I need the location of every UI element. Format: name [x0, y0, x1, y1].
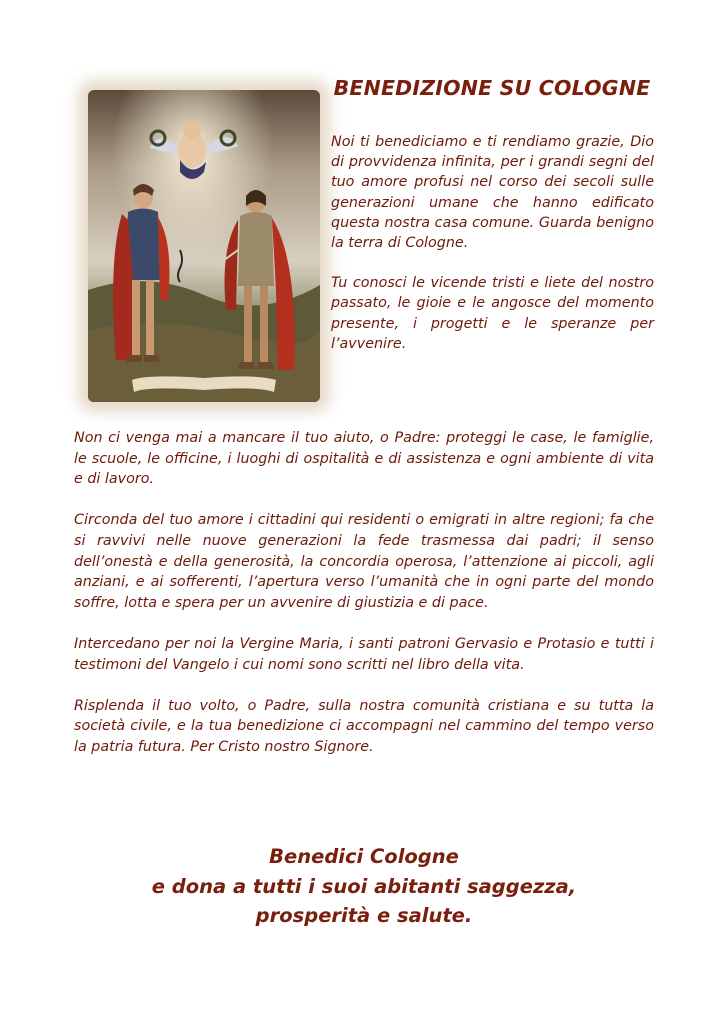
side-text-block	[331, 132, 654, 374]
paragraph-intercession: Intercedano per noi la Vergine Maria, i santi patroni Gervasio e Protasio e tutti i testimoni del Vangelo i cui nomi sono scritti nel libro della vita.	[74, 635, 654, 673]
page-title: BENEDIZIONE SU COLOGNE	[333, 76, 651, 100]
paragraph-blessing: Noi ti benediciamo e ti rendiamo grazie, Dio di provvidenza infinita, per i grandi segni del tuo amore profusi nel corso dei secoli sulle generazioni umane che hanno edificato questa nostra casa comune. Guarda benigno la terra di Cologne.	[331, 134, 654, 252]
saints-painting	[88, 90, 320, 402]
paragraph-past-present: Tu conosci le vicende tristi e liete del nostro passato, le gioie e le angosce del momento presente, i progetti e le speranze per l’avvenire.	[331, 275, 654, 352]
closing-line-3: prosperità e salute.	[255, 904, 473, 927]
saints-painting-image	[88, 90, 320, 402]
main-text-block	[74, 428, 654, 778]
paragraph-citizens: Circonda del tuo amore i cittadini qui residenti o emigrati in altre regioni; fa che si ravvivi nelle nuove generazioni la fede trasmessa dai padri; il senso dell’onestà e della generosità, la concordia operosa, l’attenzione ai piccoli, agli anziani, e ai sofferenti, l’apertura verso l’umanità che in ogni parte del mondo soffre, lotta e spera per un avvenire di giustizia e di pace.	[74, 512, 654, 611]
paragraph-protection: Non ci venga mai a mancare il tuo aiuto, o Padre: proteggi le case, le famiglie, le scuole, le officine, i luoghi di ospitalità e di assistenza e ogni ambiente di vita e di lavoro.	[74, 430, 654, 488]
paragraph-radiance: Risplenda il tuo volto, o Padre, sulla nostra comunità cristiana e su tutta la società civile, e la tua benedizione ci accompagni nel cammino del tempo verso la patria futura. Per Cristo nostro Signore.	[74, 697, 654, 755]
closing-line-1: Benedici Cologne	[269, 845, 459, 868]
closing-blessing	[74, 842, 654, 931]
closing-line-2: e dona a tutti i suoi abitanti saggezza,	[151, 874, 577, 898]
